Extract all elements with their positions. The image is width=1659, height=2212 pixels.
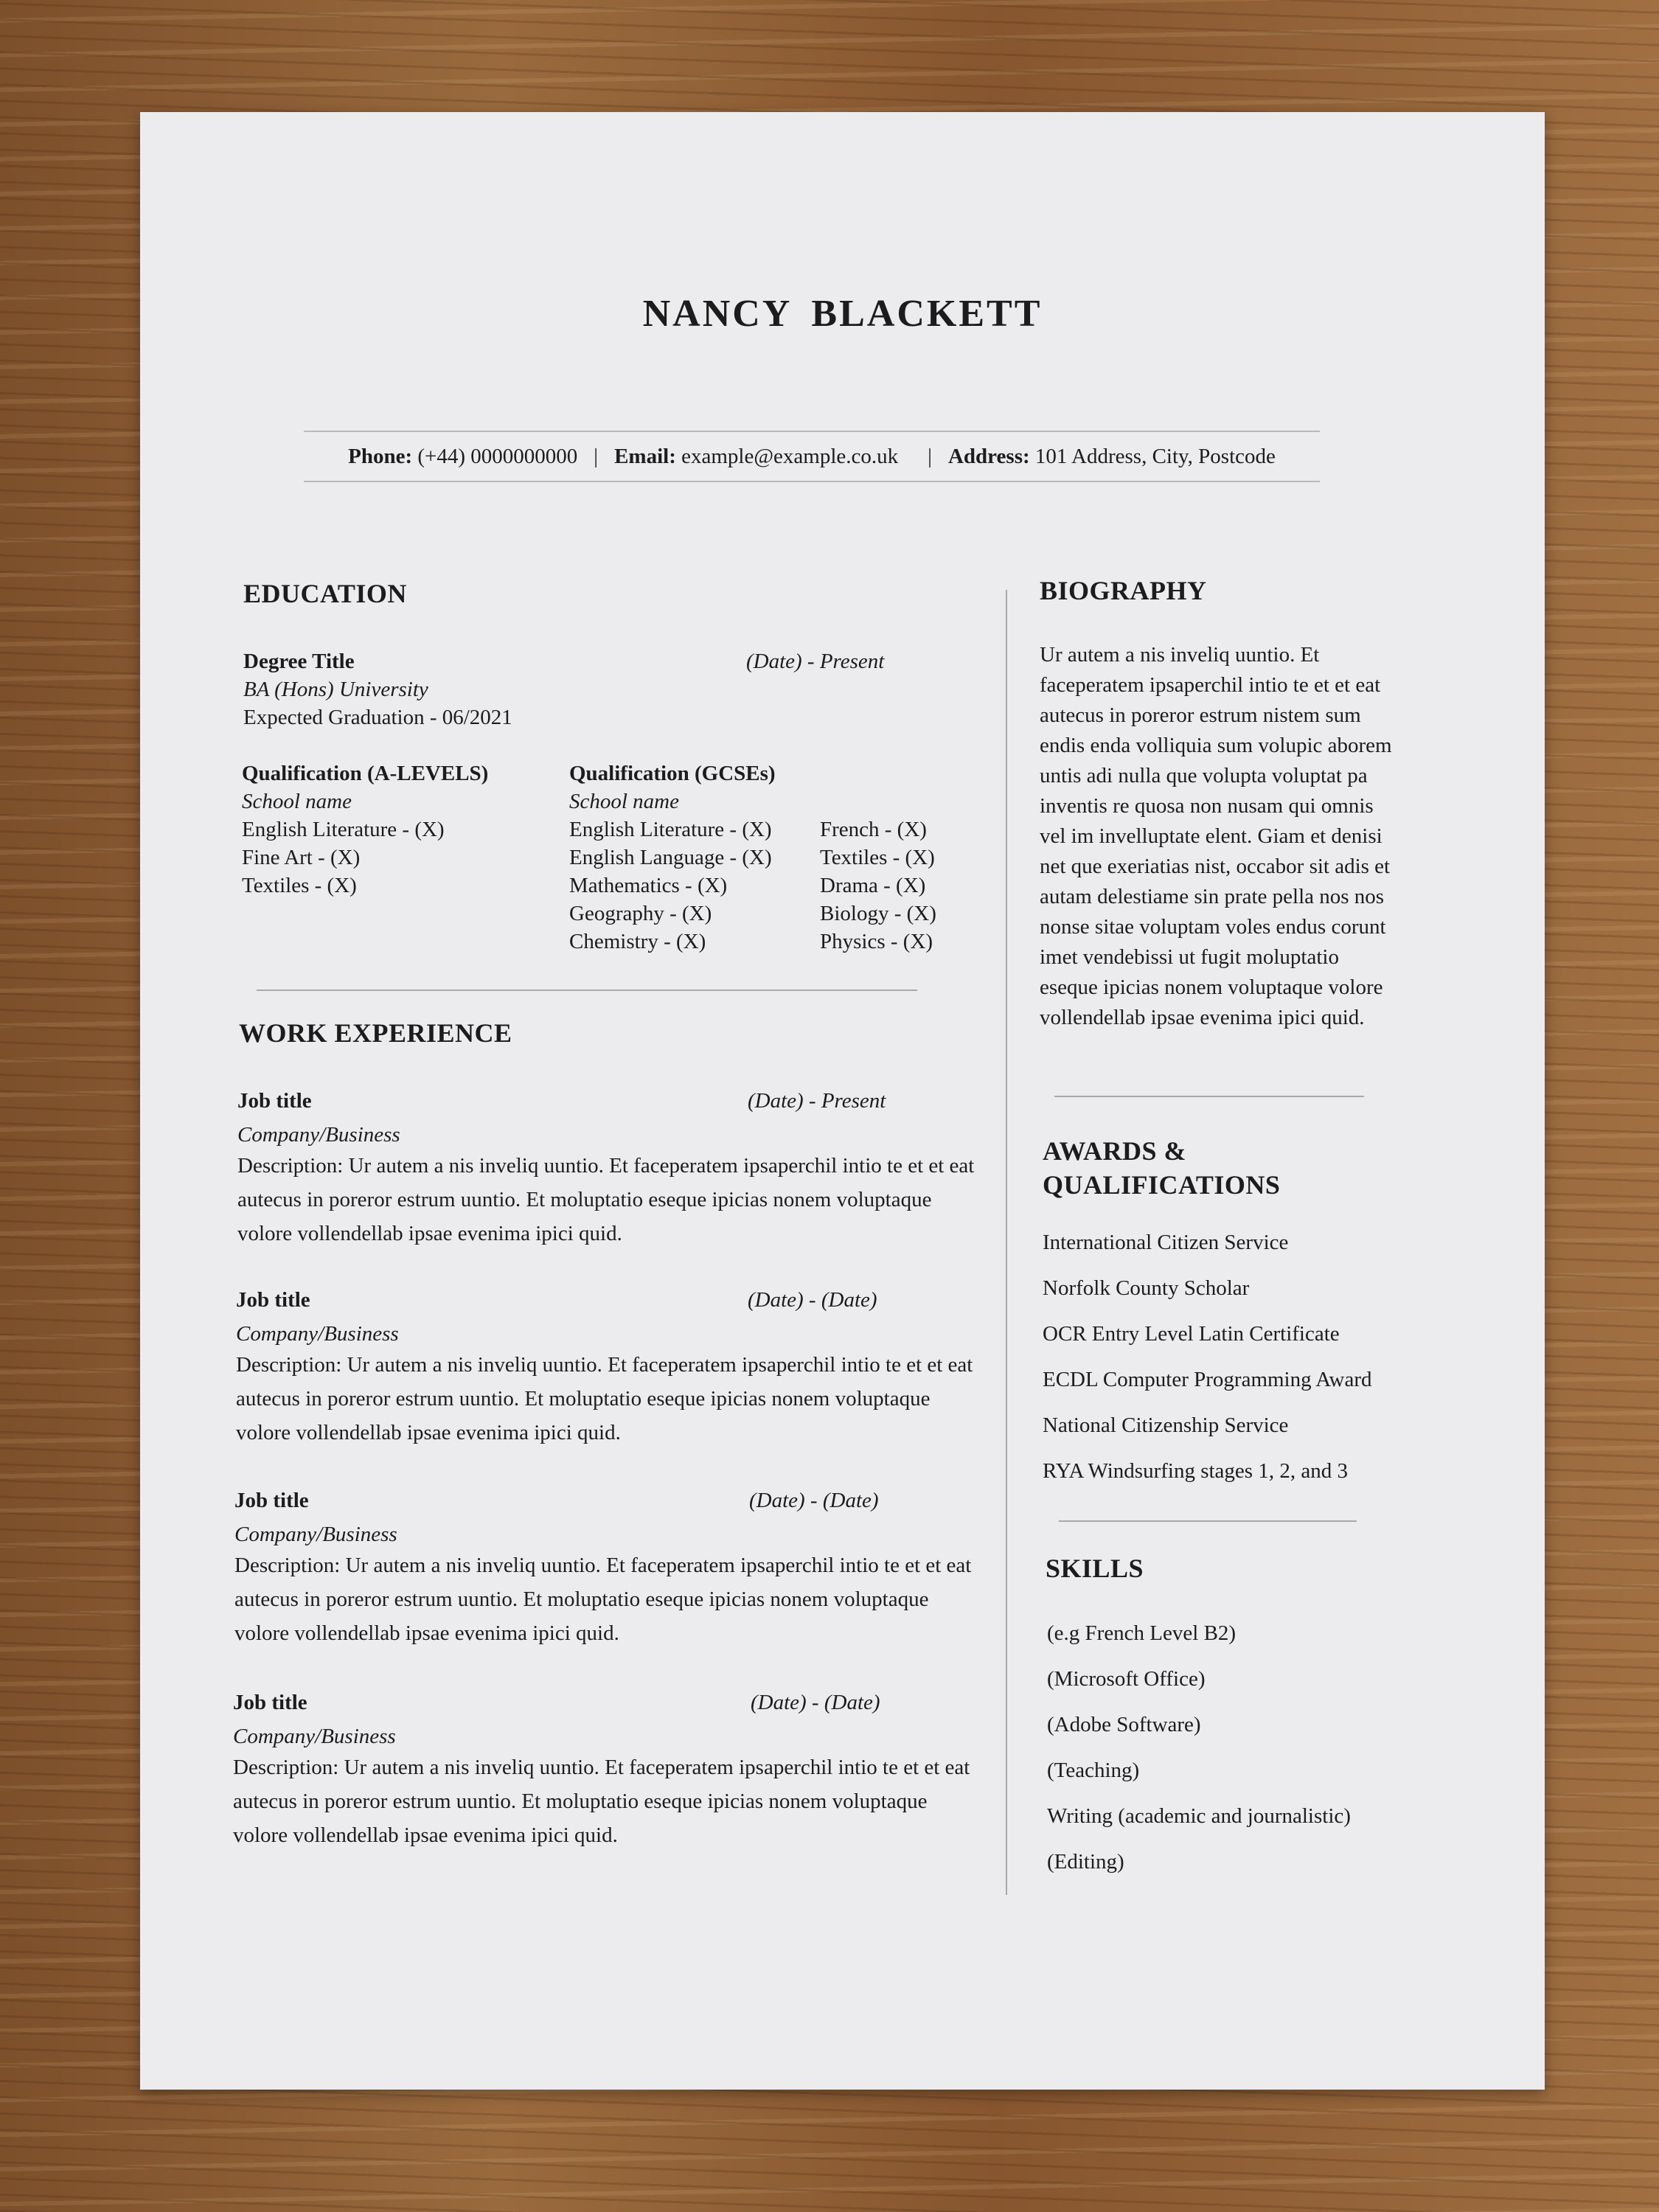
skills-list — [1047, 1610, 1351, 1885]
job-company: Company/Business — [233, 1725, 396, 1748]
phone-value: (+44) 0000000000 — [417, 444, 578, 468]
job-date: (Date) - Present — [748, 1089, 886, 1113]
job-description: Description: Ur autem a nis inveliq uuntio. Et faceperatem ipsaperchil intio te et et eat autecus in poreror estrum uuntio. Et moluptatio eseque ipicias nonem voluptaque volore vollendellab ipsae evenima ipici quid. — [237, 1154, 975, 1245]
award-item: International Citizen Service — [1043, 1231, 1289, 1254]
gcses-school: School name — [569, 790, 679, 813]
gcse-subject: Physics - (X) — [820, 930, 933, 953]
candidate-name: NANCY BLACKETT — [642, 293, 1043, 335]
gcse-subject: Drama - (X) — [820, 874, 926, 897]
job-company: Company/Business — [237, 1123, 400, 1147]
job-description: Description: Ur autem a nis inveliq uuntio. Et faceperatem ipsaperchil intio te et et eat autecus in poreror estrum uuntio. Et moluptatio eseque ipicias nonem voluptaque volore vollendellab ipsae evenima ipici quid. — [233, 1756, 970, 1847]
gcse-subject: French - (X) — [820, 818, 927, 841]
gcse-subject: Mathematics - (X) — [569, 874, 728, 897]
alevels-school: School name — [242, 790, 352, 813]
skills-heading: SKILLS — [1046, 1554, 1144, 1583]
job-date: (Date) - (Date) — [749, 1489, 879, 1512]
address-label: Address: — [947, 444, 1030, 468]
gcse-subject: Chemistry - (X) — [569, 930, 706, 953]
job-description: Description: Ur autem a nis inveliq uuntio. Et faceperatem ipsaperchil intio te et et eat autecus in poreror estrum uuntio. Et moluptatio eseque ipicias nonem voluptaque volore vollendellab ipsae evenima ipici quid. — [236, 1353, 973, 1444]
gcse-subject: Biology - (X) — [820, 902, 936, 925]
gcse-subject: English Literature - (X) — [569, 818, 772, 841]
email-value: example@example.co.uk — [681, 444, 899, 468]
degree-graduation: Expected Graduation - 06/2021 — [243, 706, 512, 729]
awards-list — [1043, 1220, 1372, 1494]
job-date: (Date) - (Date) — [748, 1288, 877, 1312]
skill-item: Writing (academic and journalistic) — [1047, 1804, 1351, 1828]
section-divider — [1054, 1096, 1364, 1097]
job-title: Job title — [236, 1288, 310, 1312]
skill-item: (Editing) — [1047, 1850, 1124, 1874]
award-item: RYA Windsurfing stages 1, 2, and 3 — [1043, 1459, 1348, 1483]
gcse-subject: Textiles - (X) — [820, 846, 935, 869]
address-value: 101 Address, City, Postcode — [1034, 444, 1276, 468]
alevels-title: Qualification (A-LEVELS) — [242, 762, 489, 785]
job-entry — [234, 1486, 972, 1650]
awards-heading-line1: AWARDS & — [1043, 1136, 1187, 1166]
alevel-subject: English Literature - (X) — [242, 818, 445, 841]
contact-separator: | — [928, 444, 932, 468]
gcse-subject: English Language - (X) — [569, 846, 772, 869]
award-item: Norfolk County Scholar — [1043, 1276, 1250, 1300]
contact-separator: | — [594, 444, 599, 468]
gcse-subject: Geography - (X) — [569, 902, 712, 925]
job-company: Company/Business — [236, 1322, 399, 1346]
job-entry — [237, 1087, 975, 1251]
award-item: National Citizenship Service — [1043, 1413, 1289, 1437]
degree-title: Degree Title — [243, 650, 355, 673]
job-date: (Date) - (Date) — [751, 1691, 880, 1714]
skill-item: (Teaching) — [1047, 1759, 1140, 1782]
degree-date: (Date) - Present — [746, 650, 885, 673]
section-divider — [1059, 1520, 1357, 1522]
job-description: Description: Ur autem a nis inveliq uuntio. Et faceperatem ipsaperchil intio te et et eat autecus in poreror estrum uuntio. Et moluptatio eseque ipicias nonem voluptaque volore vollendellab ipsae evenima ipici quid. — [234, 1554, 972, 1645]
job-title: Job title — [233, 1691, 307, 1714]
award-item: OCR Entry Level Latin Certificate — [1043, 1322, 1340, 1346]
job-company: Company/Business — [234, 1523, 397, 1546]
degree-institution: BA (Hons) University — [243, 678, 428, 701]
alevel-subject: Fine Art - (X) — [242, 846, 361, 869]
skill-item: (Microsoft Office) — [1047, 1667, 1206, 1691]
gcses-title: Qualification (GCSEs) — [569, 762, 776, 785]
skill-item: (Adobe Software) — [1047, 1713, 1201, 1736]
biography-text: Ur autem a nis inveliq uuntio. Et faceperatem ipsaperchil intio te et et eat autecus in poreror estrum nistem sum endis enda volliquia sum volupic aborem untis adi nulla que volupta voluptat pa inventis re quosa non nusam qui omnis vel im invelluptate elent. Giam et denisi net que exeriatias nist, occabor sit adis et autam delestiame sin prate pella nos nos nonse sitae voluptam voles endus corunt imet vendebissi ut fugit moluptatio eseque ipicias nonem voluptaque volore vollendellab ipsae evenima ipici quid. — [1040, 643, 1392, 1029]
award-item: ECDL Computer Programming Award — [1043, 1368, 1372, 1391]
job-entry — [236, 1286, 973, 1450]
alevel-subject: Textiles - (X) — [242, 874, 357, 897]
skill-item: (e.g French Level B2) — [1047, 1621, 1237, 1645]
work-heading: WORK EXPERIENCE — [239, 1018, 512, 1048]
job-entry — [233, 1688, 970, 1852]
contact-bar — [304, 431, 1320, 482]
column-divider — [1006, 590, 1007, 1895]
email-label: Email: — [614, 444, 676, 468]
education-heading: EDUCATION — [243, 579, 407, 608]
resume-paper — [140, 112, 1545, 2090]
job-title: Job title — [234, 1489, 309, 1512]
section-divider — [257, 990, 917, 991]
awards-heading-line2: QUALIFICATIONS — [1043, 1170, 1281, 1200]
job-title: Job title — [237, 1089, 312, 1113]
biography-heading: BIOGRAPHY — [1040, 576, 1207, 605]
phone-label: Phone: — [348, 444, 413, 468]
